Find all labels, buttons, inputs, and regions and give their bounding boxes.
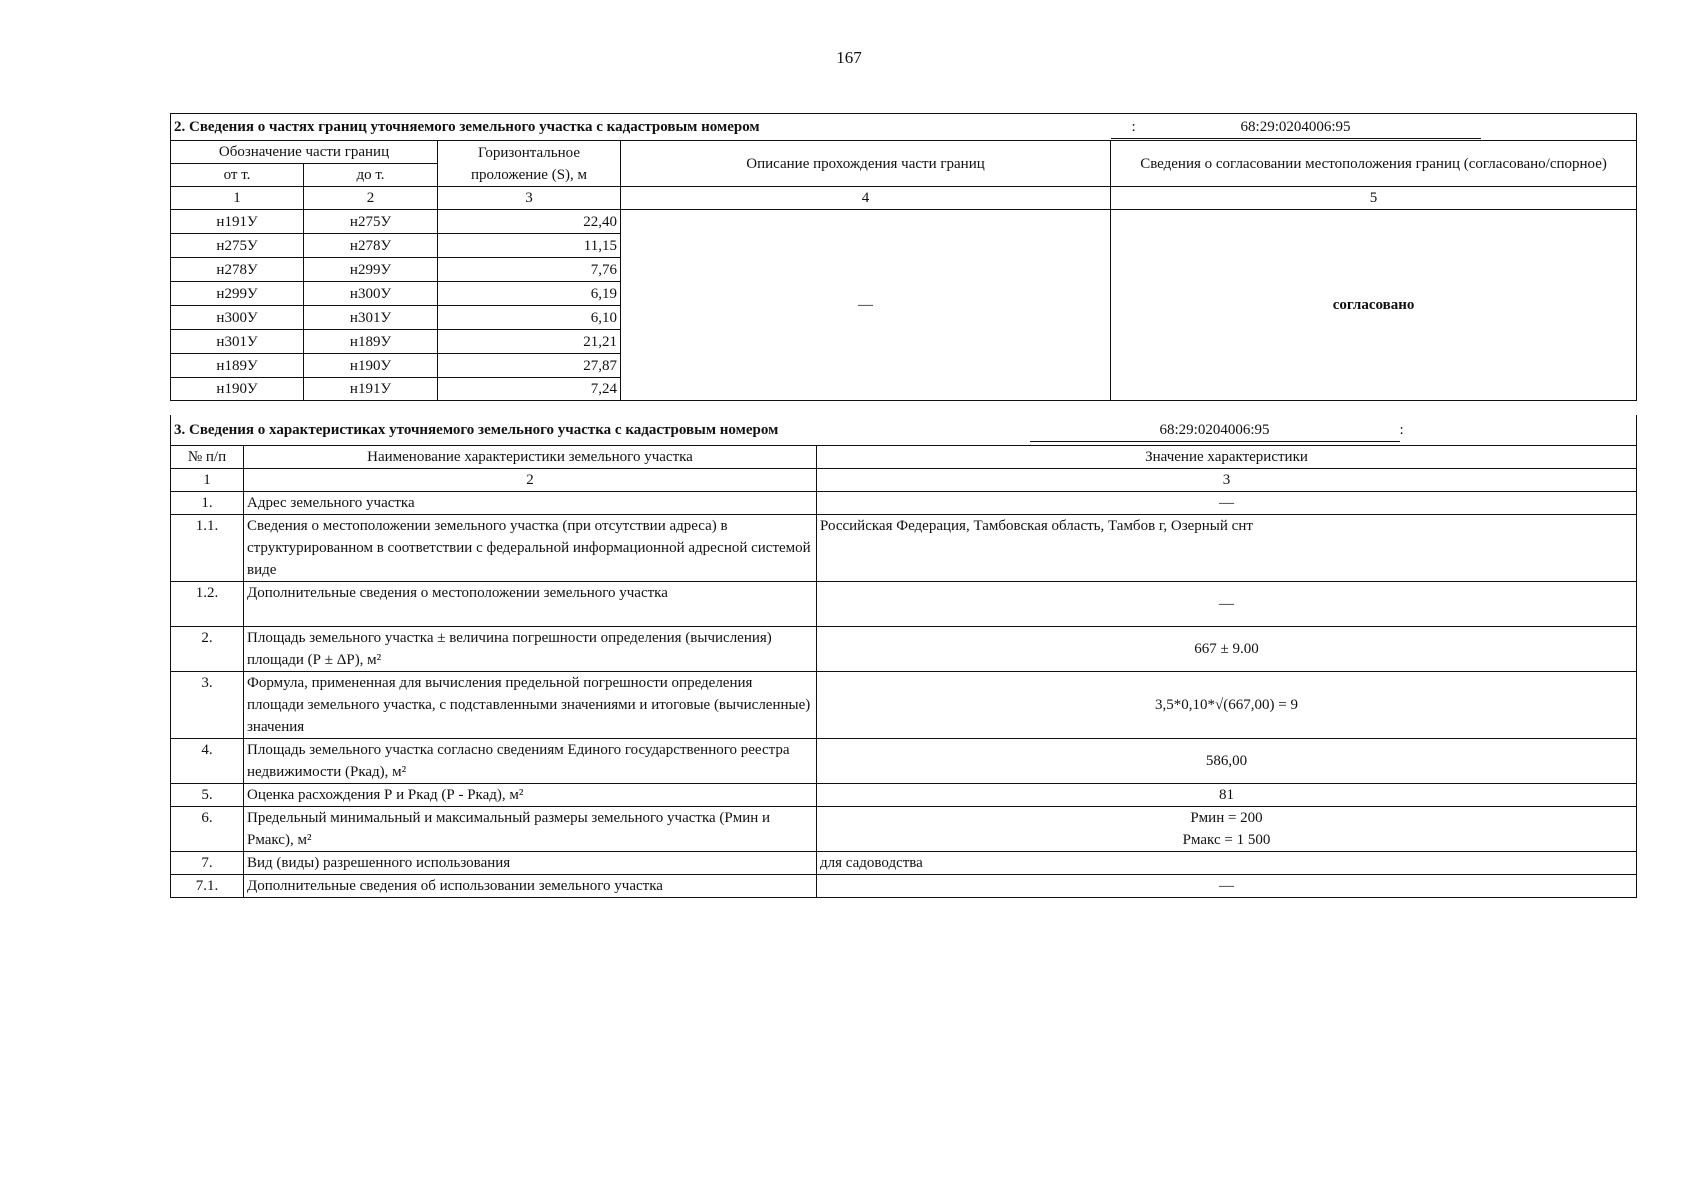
boundary-description: — <box>621 210 1111 401</box>
header-name: Наименование характеристики земельного участка <box>244 445 817 468</box>
header-from: от т. <box>171 164 304 187</box>
point-to: н191У <box>304 378 438 401</box>
characteristic-name: Сведения о местоположении земельного участка (при отсутствии адреса) в структурированном в соответствии с федеральной информационной адресной системой виде <box>244 514 817 581</box>
characteristic-name: Адрес земельного участка <box>244 491 817 514</box>
column-number-1: 1 <box>171 187 304 210</box>
characteristic-name: Дополнительные сведения о местоположении земельного участка <box>244 581 817 626</box>
max-size-value: Рмакс = 1 500 <box>1182 831 1271 848</box>
header-designation: Обозначение части границ <box>171 141 438 164</box>
row-number: 5. <box>171 783 244 806</box>
characteristics-table <box>170 415 1637 898</box>
row-number: 6. <box>171 806 244 851</box>
characteristic-value: 586,00 <box>817 738 1637 783</box>
header-agreement: Сведения о согласовании местоположения границ (согласовано/спорное) <box>1111 141 1637 187</box>
characteristic-value: — <box>817 581 1637 626</box>
section2-cadastral-cell <box>1111 114 1351 141</box>
characteristic-value: 667 ± 9.00 <box>817 626 1637 671</box>
column-number-4: 4 <box>621 187 1111 210</box>
characteristic-name: Формула, примененная для вычисления предельной погрешности определения площади земельного участка, с подставленными значениями и итоговые (вычисленные) значения <box>244 671 817 738</box>
characteristic-row <box>171 626 1637 671</box>
point-from: н299У <box>171 282 304 306</box>
row-number: 4. <box>171 738 244 783</box>
horizontal-distance: 7,24 <box>438 378 621 401</box>
section2-colon: : <box>1132 114 1637 141</box>
section2-column-numbers-row <box>171 187 1637 210</box>
characteristic-row <box>171 671 1637 738</box>
section3-header-row <box>171 445 1637 468</box>
characteristic-value: — <box>817 874 1637 897</box>
horizontal-distance: 21,21 <box>438 330 621 354</box>
characteristic-name: Площадь земельного участка ± величина погрешности определения (вычисления) площади (Р ± ΔР), м² <box>244 626 817 671</box>
row-number: 1.2. <box>171 581 244 626</box>
horizontal-distance: 27,87 <box>438 354 621 378</box>
section2-header-row-1 <box>171 141 1637 164</box>
header-horizontal: Горизонтальное проложение (S), м <box>438 141 621 187</box>
point-from: н301У <box>171 330 304 354</box>
point-to: н190У <box>304 354 438 378</box>
characteristic-name: Площадь земельного участка согласно сведениям Единого государственного реестра недвижимости (Ркад), м² <box>244 738 817 783</box>
characteristic-row <box>171 491 1637 514</box>
agreement-status: согласовано <box>1111 210 1637 401</box>
horizontal-distance: 6,10 <box>438 306 621 330</box>
row-number: 1. <box>171 491 244 514</box>
characteristic-value: 81 <box>817 783 1637 806</box>
section3-title-row <box>171 415 1637 445</box>
point-from: н275У <box>171 234 304 258</box>
row-number: 2. <box>171 626 244 671</box>
point-from: н300У <box>171 306 304 330</box>
header-to: до т. <box>304 164 438 187</box>
point-to: н278У <box>304 234 438 258</box>
column-number-3: 3 <box>438 187 621 210</box>
boundary-row <box>171 210 1637 234</box>
section2-title-row <box>171 114 1637 141</box>
horizontal-distance: 6,19 <box>438 282 621 306</box>
page-number: 167 <box>836 48 862 67</box>
row-number: 7.1. <box>171 874 244 897</box>
characteristic-row <box>171 806 1637 851</box>
characteristic-value: — <box>817 491 1637 514</box>
characteristic-value: 3,5*0,10*√(667,00) = 9 <box>817 671 1637 738</box>
characteristic-name: Вид (виды) разрешенного использования <box>244 851 817 874</box>
characteristic-row <box>171 738 1637 783</box>
boundary-parts-table <box>170 113 1637 401</box>
header-value: Значение характеристики <box>817 445 1637 468</box>
characteristic-row <box>171 874 1637 897</box>
characteristic-name: Оценка расхождения Р и Ркад (Р - Ркад), м² <box>244 783 817 806</box>
section2-title: 2. Сведения о частях границ уточняемого земельного участка с кадастровым номером <box>171 114 1111 141</box>
column-number-1: 1 <box>171 468 244 491</box>
column-number-2: 2 <box>244 468 817 491</box>
point-to: н275У <box>304 210 438 234</box>
section2-cadastral-number: 68:29:0204006:95 <box>1111 117 1481 139</box>
section3-cadastral-number: 68:29:0204006:95 <box>1030 420 1400 442</box>
header-num: № п/п <box>171 445 244 468</box>
row-number: 3. <box>171 671 244 738</box>
point-to: н299У <box>304 258 438 282</box>
point-from: н189У <box>171 354 304 378</box>
section3-column-numbers-row <box>171 468 1637 491</box>
column-number-2: 2 <box>304 187 438 210</box>
characteristic-row <box>171 581 1637 626</box>
column-number-5: 5 <box>1111 187 1637 210</box>
horizontal-distance: 11,15 <box>438 234 621 258</box>
characteristic-name: Предельный минимальный и максимальный размеры земельного участка (Рмин и Рмакс), м² <box>244 806 817 851</box>
horizontal-distance: 7,76 <box>438 258 621 282</box>
section3-title: 3. Сведения о характеристиках уточняемого земельного участка с кадастровым номером <box>171 415 1030 445</box>
point-from: н190У <box>171 378 304 401</box>
point-to: н301У <box>304 306 438 330</box>
point-from: н278У <box>171 258 304 282</box>
characteristic-value: Российская Федерация, Тамбовская область, Тамбов г, Озерный снт <box>817 514 1637 581</box>
point-to: н189У <box>304 330 438 354</box>
characteristic-row <box>171 514 1637 581</box>
characteristic-value <box>817 806 1637 851</box>
horizontal-distance: 22,40 <box>438 210 621 234</box>
header-description: Описание прохождения части границ <box>621 141 1111 187</box>
characteristic-value: для садоводства <box>817 851 1637 874</box>
row-number: 1.1. <box>171 514 244 581</box>
column-number-3: 3 <box>817 468 1637 491</box>
point-to: н300У <box>304 282 438 306</box>
section3-colon: : <box>1400 415 1637 445</box>
min-size-value: Рмин = 200 <box>1190 809 1263 826</box>
section3-cadastral-cell <box>1030 415 1400 445</box>
characteristic-name: Дополнительные сведения об использовании земельного участка <box>244 874 817 897</box>
characteristic-row <box>171 851 1637 874</box>
row-number: 7. <box>171 851 244 874</box>
characteristic-row <box>171 783 1637 806</box>
point-from: н191У <box>171 210 304 234</box>
